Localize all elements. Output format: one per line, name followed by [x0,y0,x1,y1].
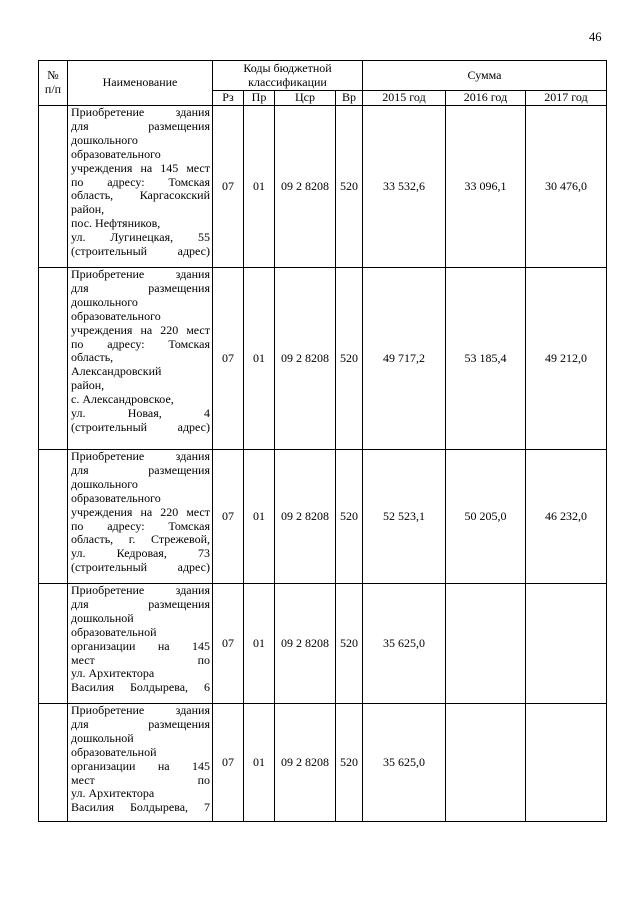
name-line: Приобретение здания [71,267,210,281]
name-line: образовательного [71,146,161,161]
year-2016-header: 2016 год [446,91,526,106]
csr-cell: 09 2 8208 [275,268,336,450]
index-cell [39,450,68,584]
name-line: область, [71,350,114,365]
vr-header: Вр [336,91,363,106]
name-line: по адресу: Томская [71,174,210,189]
name-line: учреждения на 220 мест [71,504,210,519]
name-line: учреждения на 145 мест [71,160,210,175]
vr-cell: 520 [336,584,363,704]
name-line: для размещения [71,462,210,477]
name-cell [68,268,213,450]
name-line: мест по [71,772,210,787]
name-header: Наименование [68,61,213,106]
name-line: ул. Кедровая, 73 [71,546,210,561]
table-row [39,704,607,822]
codes-header [213,61,363,91]
name-line: ул. Лугинецкая, 55 [71,230,210,245]
name-line: Приобретение здания [71,703,210,717]
pr-cell: 01 [244,106,275,268]
index-cell [39,268,68,450]
name-line: образовательного [71,308,161,323]
name-line: по адресу: Томская [71,336,210,351]
name-line: (строительный адрес) [71,244,210,259]
index-header-line2: п/п [44,82,62,96]
index-header-line1: № [47,68,59,83]
name-line: район, [71,378,105,393]
y2016-cell [446,704,526,822]
name-line: дошкольного [71,476,138,491]
pr-header: Пр [244,91,275,106]
index-cell [39,106,68,268]
name-line: (строительный адрес) [71,560,210,575]
index-cell [39,704,68,822]
name-line: Василия Болдырева, 7 [71,800,210,815]
y2015-cell: 52 523,1 [363,450,446,584]
name-line: дошкольной [71,730,134,745]
y2017-cell: 46 232,0 [526,450,607,584]
name-line: для размещения [71,280,210,295]
rz-cell: 07 [213,268,244,450]
rz-cell: 07 [213,450,244,584]
y2016-cell: 33 096,1 [446,106,526,268]
name-line: Александровский [71,364,162,379]
name-line: Приобретение здания [71,583,210,597]
name-line: дошкольной [71,610,134,625]
y2016-cell: 50 205,0 [446,450,526,584]
vr-cell: 520 [336,106,363,268]
name-line: организации на 145 [71,758,210,773]
name-cell [68,106,213,268]
table-row [39,584,607,704]
pr-cell: 01 [244,704,275,822]
pr-cell: 01 [244,268,275,450]
name-line: Приобретение здания [71,449,210,463]
page-number: 46 [589,30,602,44]
name-line: для размещения [71,716,210,731]
rz-header: Рз [213,91,244,106]
name-line: учреждения на 220 мест [71,322,210,337]
name-line: область, г. Стрежевой, [71,532,210,547]
codes-header-line1: Коды бюджетной [243,60,332,75]
y2017-cell [526,704,607,822]
table-row [39,106,607,268]
y2017-cell [526,584,607,704]
index-cell [39,584,68,704]
pr-cell: 01 [244,450,275,584]
name-line: ул. Архитектора [71,786,155,801]
vr-cell: 520 [336,268,363,450]
y2015-cell: 33 532,6 [363,106,446,268]
name-line: организации на 145 [71,638,210,653]
name-cell [68,450,213,584]
csr-header: Цср [275,91,336,106]
pr-cell: 01 [244,584,275,704]
name-line: ул. Новая, 4 [71,406,210,421]
name-line: район, [71,202,105,217]
year-2017-header: 2017 год [526,91,607,106]
csr-cell: 09 2 8208 [275,106,336,268]
csr-cell: 09 2 8208 [275,450,336,584]
name-line: образовательной [71,624,157,639]
codes-header-line2: классификации [248,74,327,89]
y2016-cell [446,584,526,704]
budget-table [38,60,607,822]
name-line: дошкольного [71,294,138,309]
rz-cell: 07 [213,106,244,268]
y2015-cell: 35 625,0 [363,584,446,704]
name-line: для размещения [71,596,210,611]
y2017-cell: 30 476,0 [526,106,607,268]
name-line: Приобретение здания [71,105,210,119]
table-row [39,450,607,584]
name-line: с. Александровское, [71,392,174,407]
y2015-cell: 35 625,0 [363,704,446,822]
name-line: мест по [71,652,210,667]
table-row [39,268,607,450]
vr-cell: 520 [336,704,363,822]
index-header [39,61,68,106]
y2017-cell: 49 212,0 [526,268,607,450]
name-line: Василия Болдырева, 6 [71,680,210,695]
year-2015-header: 2015 год [363,91,446,106]
name-line: по адресу: Томская [71,518,210,533]
name-line: пос. Нефтяников, [71,216,161,231]
vr-cell: 520 [336,450,363,584]
name-line: образовательного [71,490,161,505]
name-line: образовательной [71,744,157,759]
y2016-cell: 53 185,4 [446,268,526,450]
csr-cell: 09 2 8208 [275,584,336,704]
y2015-cell: 49 717,2 [363,268,446,450]
csr-cell: 09 2 8208 [275,704,336,822]
name-line: (строительный адрес) [71,419,210,434]
rz-cell: 07 [213,704,244,822]
name-line: дошкольного [71,132,138,147]
name-cell [68,584,213,704]
name-line: область, Каргасокский [71,188,210,203]
rz-cell: 07 [213,584,244,704]
sum-header: Сумма [363,61,607,91]
name-line: для размещения [71,118,210,133]
name-line: ул. Архитектора [71,666,155,681]
name-cell [68,704,213,822]
